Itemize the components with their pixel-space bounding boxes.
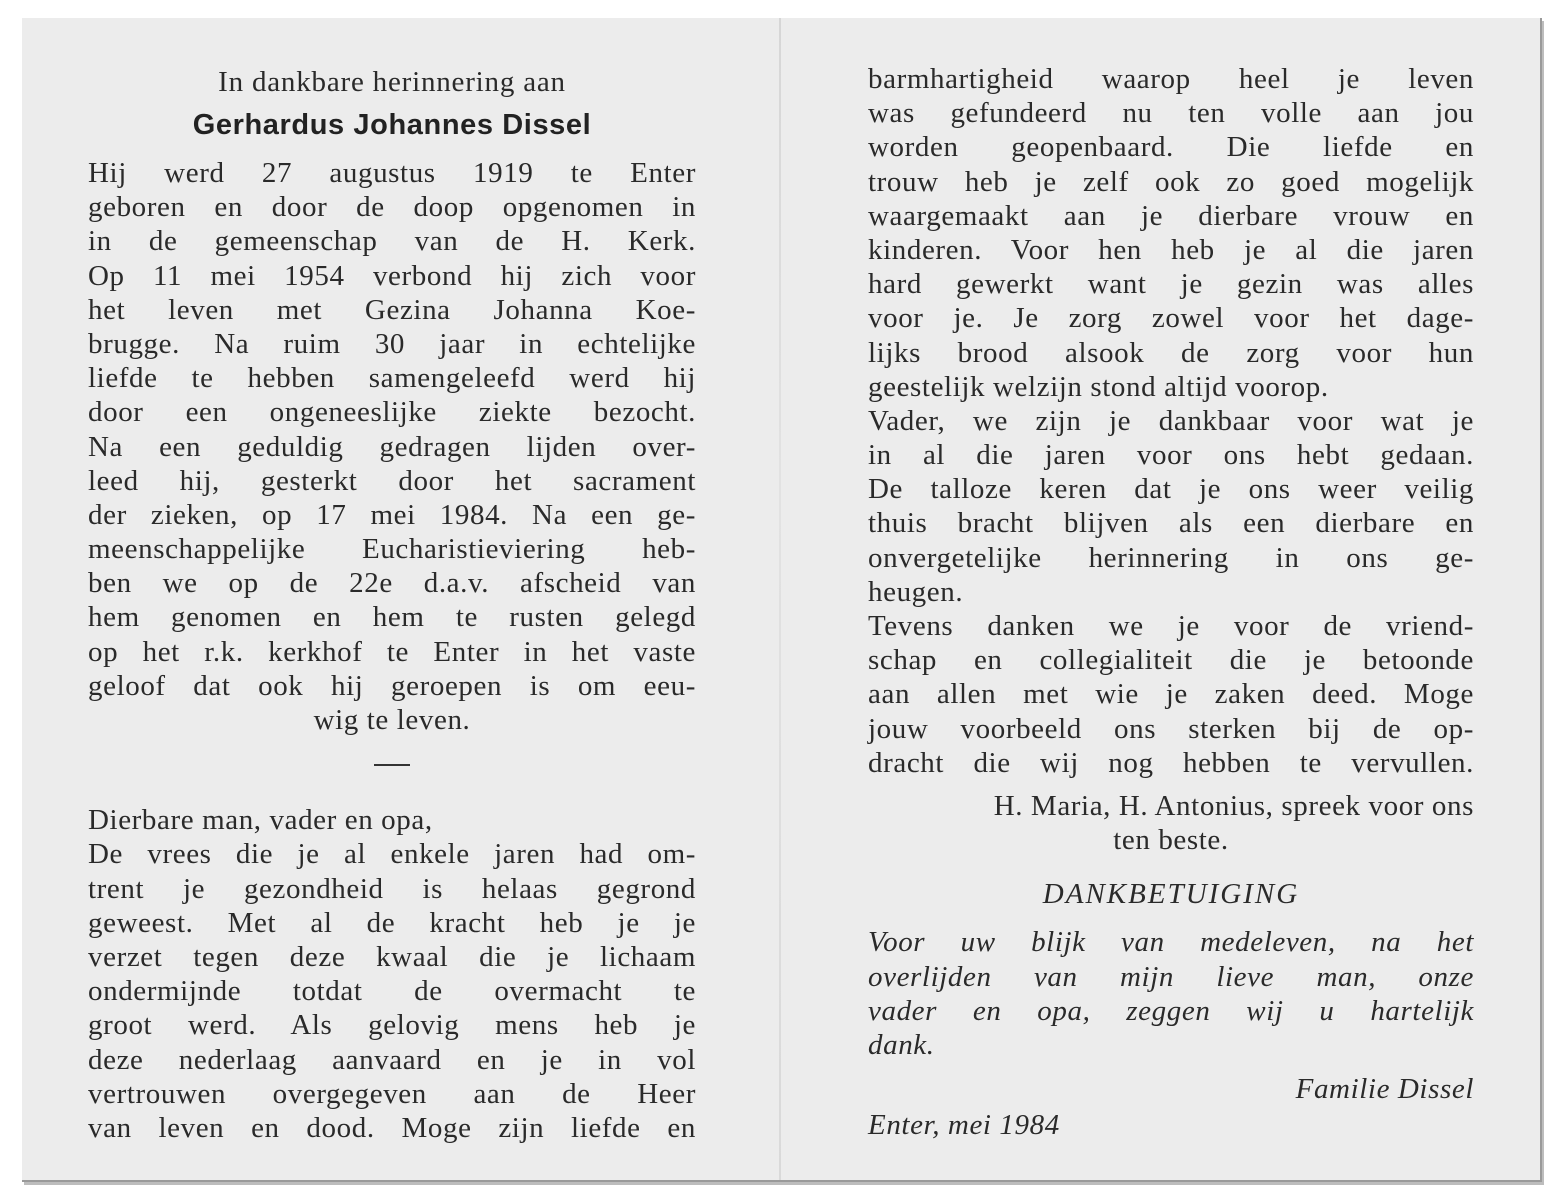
address-line: groot werd. Als gelovig mens heb je — [88, 1009, 696, 1042]
bio-line: der zieken, op 17 mei 1984. Na een ge- — [88, 498, 696, 531]
address-line: verzet tegen deze kwaal die je lichaam — [88, 940, 696, 973]
text-line: Tevens danken we je voor de vriend- — [868, 610, 1474, 642]
thanks-heading: DANKBETUIGING — [1042, 878, 1300, 911]
address-line: trent je gezondheid is helaas gegrond — [88, 872, 696, 905]
bio-line: ben we op de 22e d.a.v. afscheid van — [88, 567, 696, 600]
bio-line: geloof dat ook hij geroepen is om eeu- — [88, 669, 696, 702]
text-line: dracht die wij nog hebben te vervullen. — [868, 746, 1474, 779]
text-line: Vader, we zijn je dankbaar voor wat je — [868, 404, 1474, 437]
text-line: aan allen met wie je zaken deed. Moge — [868, 678, 1474, 711]
thanks-line: vader en opa, zeggen wij u hartelijk — [868, 994, 1474, 1027]
memorial-card — [22, 18, 1542, 1182]
text-line: heugen. — [868, 575, 964, 608]
text-line: worden geopenbaard. Die liefde en — [868, 131, 1474, 164]
bio-line: leed hij, gesterkt door het sacrament — [88, 464, 696, 497]
address-line: van leven en dood. Moge zijn liefde en — [88, 1111, 696, 1144]
deceased-name: Gerhardus Johannes Dissel — [192, 109, 592, 141]
prayer-line: H. Maria, H. Antonius, spreek voor ons — [993, 789, 1474, 822]
text-line: trouw heb je zelf ook zo goed mogelijk — [868, 165, 1474, 198]
paragraph-friendship — [868, 609, 1474, 780]
center-fold — [779, 18, 781, 1180]
address-line: deze nederlaag aanvaard en je in vol — [88, 1043, 696, 1076]
bio-line: het leven met Gezina Johanna Koe- — [88, 293, 696, 326]
bio-line: wig te leven. — [313, 704, 471, 736]
thanks-text — [868, 925, 1474, 1062]
address-line: De vrees die je al enkele jaren had om- — [88, 838, 696, 871]
thanks-line: dank. — [868, 1028, 935, 1061]
bio-line: op het r.k. kerkhof te Enter in het vaste — [88, 635, 696, 668]
text-line: onvergetelijke herinnering in ons ge- — [868, 541, 1474, 574]
bio-line: meenschappelijke Eucharistieviering heb- — [88, 533, 696, 566]
prayer-line: ten beste. — [1113, 824, 1229, 857]
family-signature: Familie Dissel — [1295, 1073, 1474, 1106]
bio-line: Op 11 mei 1954 verbond hij zich voor — [88, 259, 696, 292]
text-line: De talloze keren dat je ons weer veilig — [868, 473, 1474, 506]
address-line: Dierbare man, vader en opa, — [88, 804, 433, 837]
bio-line: geboren en door de doop opgenomen in — [88, 191, 696, 224]
intro-line: In dankbare herinnering aan — [218, 66, 566, 98]
bio-line: in de gemeenschap van de H. Kerk. — [88, 225, 696, 258]
bio-line: Na een geduldig gedragen lijden over- — [88, 430, 696, 463]
personal-address — [88, 803, 696, 1145]
text-line: hard gewerkt want je gezin was alles — [868, 268, 1474, 301]
address-line: ondermijnde totdat de overmacht te — [88, 975, 696, 1008]
address-line: geweest. Met al de kracht heb je je — [88, 906, 696, 939]
text-line: voor je. Je zorg zowel voor het dage- — [868, 302, 1474, 335]
text-line: waargemaakt aan je dierbare vrouw en — [868, 199, 1474, 232]
text-line: in al die jaren voor ons hebt gedaan. — [868, 439, 1474, 472]
left-page — [88, 62, 696, 1145]
paragraph-faith — [868, 62, 1474, 404]
text-line: was gefundeerd nu ten volle aan jou — [868, 97, 1474, 130]
bio-line: liefde te hebben samengeleefd werd hij — [88, 362, 696, 395]
address-line: vertrouwen overgegeven aan de Heer — [88, 1077, 696, 1110]
bio-line: door een ongeneeslijke ziekte bezocht. — [88, 396, 696, 429]
biography — [88, 156, 696, 737]
bio-line: brugge. Na ruim 30 jaar in echtelijke — [88, 327, 696, 360]
place-date: Enter, mei 1984 — [868, 1109, 1060, 1142]
text-line: jouw voorbeeld ons sterken bij de op- — [868, 712, 1474, 745]
right-page — [868, 62, 1474, 1142]
bio-line: Hij werd 27 augustus 1919 te Enter — [88, 157, 696, 189]
text-line: kinderen. Voor hen heb je al die jaren — [868, 233, 1474, 266]
bio-line: hem genomen en hem te rusten gelegd — [88, 601, 696, 634]
section-divider — [374, 764, 410, 766]
paragraph-gratitude — [868, 404, 1474, 609]
text-line: lijks brood alsook de zorg voor hun — [868, 336, 1474, 369]
thanks-line: Voor uw blijk van medeleven, na het — [868, 926, 1474, 959]
text-line: barmhartigheid waarop heel je leven — [868, 63, 1474, 95]
text-line: geestelijk welzijn stond altijd voorop. — [868, 370, 1329, 403]
thanks-line: overlijden van mijn lieve man, onze — [868, 960, 1474, 993]
text-line: schap en collegialiteit die je betoonde — [868, 644, 1474, 677]
text-line: thuis bracht blijven als een dierbare en — [868, 507, 1474, 540]
